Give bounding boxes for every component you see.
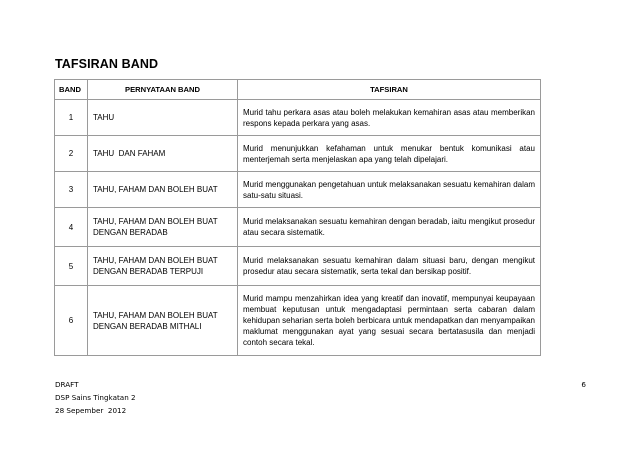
band-statement-line: TAHU, FAHAM DAN BOLEH BUAT [93,185,218,194]
band-number: 1 [55,100,88,136]
table-row [55,208,541,247]
band-interpretation: Murid menunjukkan kefahaman untuk menukar bentuk komunikasi atau menterjemah serta menjelaskan apa yang telah dipelajari. [238,136,541,172]
table-row [55,247,541,286]
table-header-row [55,80,541,100]
band-interpretation: Murid menggunakan pengetahuan untuk melaksanakan sesuatu kemahiran dalam satu-satu situasi. [238,172,541,208]
band-statement [88,247,238,286]
table-row [55,100,541,136]
header-band: BAND [55,80,88,100]
band-statement [88,136,238,172]
band-number: 5 [55,247,88,286]
footer-document-name: DSP Sains Tingkatan 2 [55,393,136,402]
band-statement-line: TAHU DAN FAHAM [93,149,166,158]
band-interpretation: Murid melaksanakan sesuatu kemahiran dengan beradab, iaitu mengikut prosedur atau secara sistematik. [238,208,541,247]
band-interpretation: Murid tahu perkara asas atau boleh melakukan kemahiran asas atau memberikan respons kepada perkara yang asas. [238,100,541,136]
header-interpretation: TAFSIRAN [238,80,541,100]
band-statement-line: DENGAN BERADAB TERPUJI [93,267,204,276]
band-number: 4 [55,208,88,247]
band-interpretation: Murid mampu menzahirkan idea yang kreatif dan inovatif, mempunyai keupayaan membuat keputusan untuk mengadaptasi permintaan serta cabaran dalam kehidupan seharian serta boleh berbicara untuk mendapatkan dan menyampaikan maklumat menggunakan ayat yang sesuai secara bertatasusila dan menjadi contoh secara tekal. [238,286,541,356]
footer-draft-label: DRAFT [55,380,79,389]
band-statement [88,286,238,356]
band-statement-line: TAHU [93,113,115,122]
band-statement-line: TAHU, FAHAM DAN BOLEH BUAT [93,217,218,226]
band-statement-line: TAHU, FAHAM DAN BOLEH BUAT [93,256,218,265]
header-statement: PERNYATAAN BAND [88,80,238,100]
band-statement-line: TAHU, FAHAM DAN BOLEH BUAT [93,310,218,320]
table-row [55,136,541,172]
table-row [55,172,541,208]
band-number: 6 [55,286,88,356]
band-statement-line: DENGAN BERADAB [93,228,168,237]
band-statement-line: DENGAN BERADAB MITHALI [93,321,202,331]
band-table [54,79,541,356]
band-number: 3 [55,172,88,208]
band-statement [88,208,238,247]
band-statement [88,100,238,136]
band-number: 2 [55,136,88,172]
band-interpretation: Murid melaksanakan sesuatu kemahiran dalam situasi baru, dengan mengikut prosedur atau secara sistematik, serta tekal dan bersikap positif. [238,247,541,286]
footer-date: 28 Sepember 2012 [55,406,127,415]
page-number: 6 [581,380,586,389]
page-title: TAFSIRAN BAND [55,57,159,71]
band-statement [88,172,238,208]
table-row [55,286,541,356]
